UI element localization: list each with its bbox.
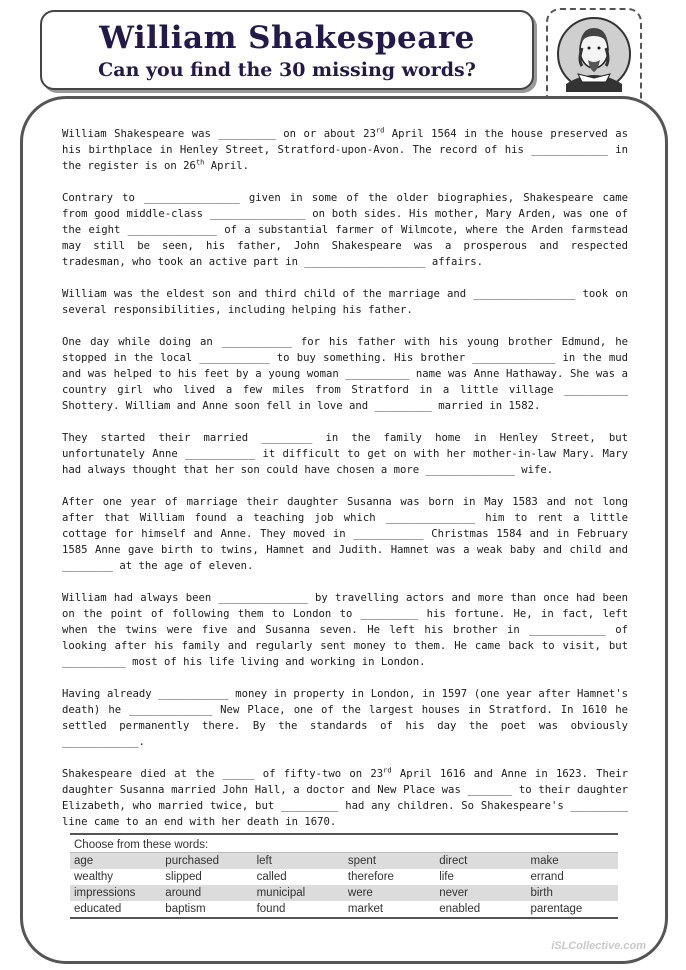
word-bank-word: direct	[439, 855, 468, 867]
paragraph-9	[62, 766, 628, 830]
word-bank-word: errand	[530, 871, 564, 883]
paragraph-4: One day while doing an ___________ for his father with his young brother Edmund, he stopped in the local ___________ to buy something. His brother _____________ in the mud and was helped to his feet by a young woman __________ name was Anne Hathaway. She was a country girl who lived a few miles from Stratford in a little village __________ Shottery. William and Anne soon fell in love and _________ married in 1582.	[62, 336, 628, 412]
paragraph-3: William was the eldest son and third child of the marriage and ________________ took on several responsibilities, including helping his father.	[62, 288, 628, 316]
word-bank-word: market	[347, 903, 384, 915]
word-bank-word: birth	[530, 887, 553, 899]
paragraph-9-text-a: Shakespeare died at the _____ of fifty-two on 23	[62, 768, 384, 780]
word-bank-word: impressions	[74, 887, 136, 899]
paragraph-1-text-c: April.	[204, 160, 250, 172]
word-bank-row	[70, 885, 618, 901]
paragraph-8: Having already ___________ money in property in London, in 1597 (one year after Hamnet's death) he _____________ New Place, one of the largest houses in Stratford. In 1610 he settled permanently there. By the standards of his day the poet was obviously ____________.	[62, 688, 628, 748]
word-bank-row	[70, 853, 618, 869]
word-bank-word: enabled	[439, 903, 481, 915]
word-bank-word: around	[165, 887, 202, 899]
word-bank-word: slipped	[165, 871, 202, 883]
paragraph-1-text-b: April 1564 in the house preserved as his birthplace in Henley Street, Stratford-upon-Avon. The record of his ____________ in the register is on 26	[62, 128, 628, 172]
paragraph-1-text-a: William Shakespeare was _________ on or about 23	[62, 128, 376, 140]
word-bank-word: left	[256, 855, 272, 867]
paragraph-6: After one year of marriage their daughter Susanna was born in May 1583 and not long after that William found a teaching job which ______________ him to rent a little cottage for himself and Anne. They moved in ___________ Christmas 1584 and in February 1585 Anne gave birth to twins, Hamnet and Judith. Hamnet was a weak baby and child and ________ at the age of eleven.	[62, 496, 628, 572]
word-bank-word: never	[439, 887, 468, 899]
paragraph-9-text-b: April 1616 and Anne in 1623. Their daughter Susanna married John Hall, a doctor and New Place was _______ to their daughter Elizabeth, who married twice, but _________ had any children. So Shakespeare's _________ line came to an end with her death in 1670.	[62, 768, 628, 828]
paragraph-1	[62, 126, 628, 174]
word-bank-word: educated	[74, 903, 122, 915]
word-bank-word: found	[256, 903, 286, 915]
word-bank-word: spent	[347, 855, 377, 867]
superscript: rd	[383, 766, 392, 775]
page-title: William Shakespeare	[99, 20, 475, 56]
shakespeare-portrait-icon	[552, 14, 636, 98]
word-bank-caption: Choose from these words:	[70, 835, 618, 853]
word-bank-row	[70, 869, 618, 885]
word-bank	[70, 833, 618, 919]
word-bank-word: called	[256, 871, 287, 883]
word-bank-word: parentage	[530, 903, 583, 915]
paragraph-5: They started their married ________ in the family home in Henley Street, but unfortunately Anne ___________ it difficult to get on with her mother-in-law Mary. Mary had always thought that her son could have chosen a more ______________ wife.	[62, 432, 628, 476]
title-box	[40, 10, 534, 90]
page-subtitle: Can you find the 30 missing words?	[98, 59, 476, 81]
superscript: rd	[375, 126, 385, 135]
word-bank-word: life	[439, 871, 454, 883]
word-bank-word: purchased	[165, 855, 220, 867]
paragraph-7: William had always been ______________ by travelling actors and more than once had been on the point of following them to London to _________ his fortune. He, in fact, left when the twins were five and Susanna seven. He left his brother in ____________ of looking after his family and regularly sent money to them. He came back to visit, but __________ most of his life living and working in London.	[62, 592, 628, 668]
word-bank-word: baptism	[165, 903, 206, 915]
passage	[62, 126, 628, 846]
paragraph-2: Contrary to _______________ given in some of the older biographies, Shakespeare came from good middle-class _______________ on both sides. His mother, Mary Arden, was one of the eight ______________ of a substantial farmer of Wilmcote, where the Arden farmstead may still be seen, his father, John Shakespeare was a prosperous and respected tradesman, who took an active part in ___________________ affairs.	[62, 192, 628, 268]
word-bank-word: wealthy	[74, 871, 113, 883]
word-bank-word: municipal	[256, 887, 306, 899]
word-bank-word: age	[74, 855, 94, 867]
superscript: th	[195, 158, 205, 167]
word-bank-word: make	[530, 855, 559, 867]
word-bank-word: were	[347, 887, 373, 899]
watermark: iSLCollective.com	[551, 940, 646, 952]
word-bank-row	[70, 901, 618, 917]
word-bank-word: therefore	[347, 871, 394, 883]
